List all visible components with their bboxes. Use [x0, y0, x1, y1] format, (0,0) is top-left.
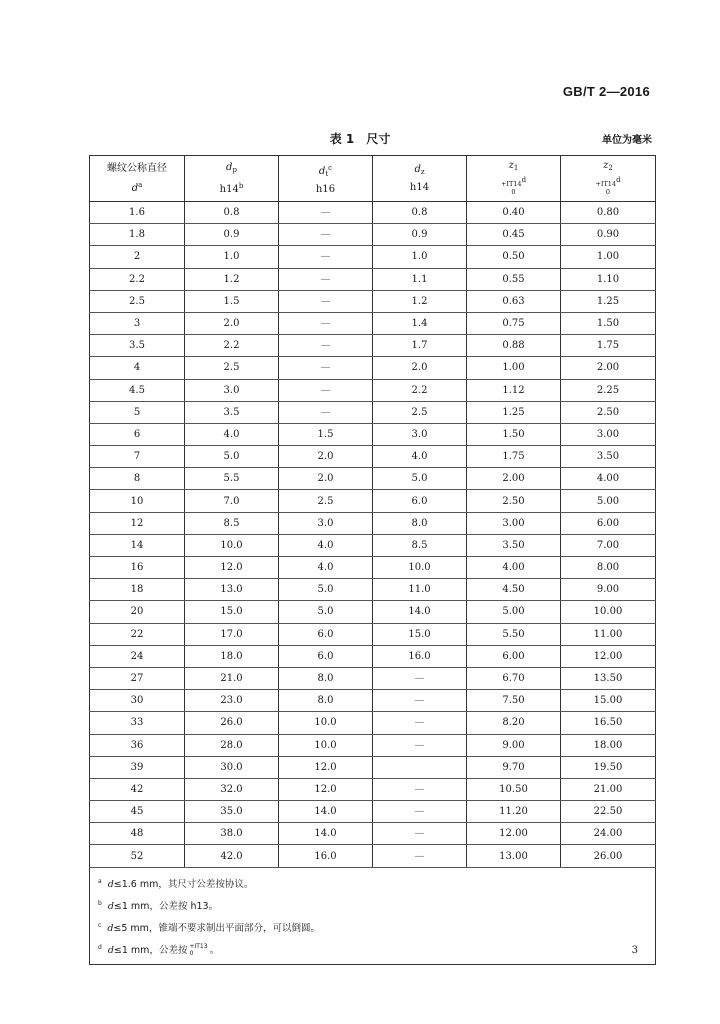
table-header [90, 156, 656, 202]
table-cell: 3.00 [561, 423, 656, 445]
table-cell: 4.0 [279, 534, 373, 556]
table-cell: 8.0 [279, 667, 373, 689]
table-cell: 42.0 [185, 845, 279, 867]
footnote [98, 916, 647, 938]
table-cell: 13.50 [561, 667, 656, 689]
table-cell: 10.0 [373, 557, 467, 579]
table-cell: 1.00 [561, 246, 656, 268]
footnote-symbol: d [107, 878, 114, 890]
footnote [98, 894, 647, 916]
column-tolerance-class: h14 [409, 181, 430, 193]
table-cell: 12.0 [279, 756, 373, 778]
table-cell: 1.25 [467, 401, 561, 423]
table-cell: 9.00 [467, 734, 561, 756]
column-symbol-letter: d [226, 161, 233, 173]
table-row [90, 423, 656, 445]
footnote-text: ≤1 mm，公差按 h13。 [113, 900, 219, 912]
dimensions-table [89, 155, 656, 965]
table-row [90, 534, 656, 556]
table-cell: 1.2 [185, 268, 279, 290]
table-cell: 2.00 [561, 357, 656, 379]
table-cell: 30 [90, 690, 185, 712]
table-cell: 1.6 [90, 202, 185, 224]
column-header [90, 156, 185, 202]
table-cell: 4.0 [279, 557, 373, 579]
table-cell: 1.7 [373, 335, 467, 357]
table-cell: 23.0 [185, 690, 279, 712]
column-symbol [603, 160, 613, 171]
table-cell: 2.0 [373, 357, 467, 379]
table-cell: 16.0 [373, 645, 467, 667]
table-cell: 2.00 [467, 468, 561, 490]
footnote-symbol: d [107, 922, 114, 934]
table-row [90, 601, 656, 623]
table-cell: 3.5 [185, 401, 279, 423]
table-row [90, 756, 656, 778]
table-cell: 0.8 [185, 202, 279, 224]
table-cell: 12 [90, 512, 185, 534]
table-cell: 1.5 [279, 423, 373, 445]
column-symbol-subscript: z [420, 167, 425, 176]
table-cell: 52 [90, 845, 185, 867]
table-row [90, 401, 656, 423]
table-row [90, 845, 656, 867]
table-cell: 4.5 [90, 379, 185, 401]
table-cell: 8.5 [373, 534, 467, 556]
column-tolerance-lower: 0 [511, 187, 516, 196]
footnote-mark: c [98, 921, 102, 929]
table-row [90, 823, 656, 845]
table-cell: 12.00 [467, 823, 561, 845]
table-cell: 0.9 [185, 224, 279, 246]
table-cell: 28.0 [185, 734, 279, 756]
table-cell: 15.00 [561, 690, 656, 712]
table-cell: 12.0 [185, 557, 279, 579]
table-cell: 12.0 [279, 778, 373, 800]
table-cell: 5.0 [279, 601, 373, 623]
footnote-text: ≤5 mm，锥端不要求制出平面部分，可以倒圆。 [113, 922, 320, 934]
table-cell: 5.0 [185, 446, 279, 468]
column-symbol-letter: z [508, 159, 514, 171]
table-cell: 17.0 [185, 623, 279, 645]
column-symbol [131, 180, 143, 194]
column-symbol-subscript: 2 [608, 163, 613, 172]
table-cell: 8.0 [373, 512, 467, 534]
table-cell: 7.50 [467, 690, 561, 712]
table-cell: 2.25 [561, 379, 656, 401]
column-header [561, 156, 656, 202]
table-cell: 6.00 [561, 512, 656, 534]
footnote [98, 938, 647, 960]
table-cell: 15.0 [373, 623, 467, 645]
column-symbol-superscript: a [138, 180, 143, 189]
table-cell: 1.50 [467, 423, 561, 445]
table-cell: 5.00 [467, 601, 561, 623]
footnote-symbol: d [107, 900, 114, 912]
table-cell: 2.2 [90, 268, 185, 290]
column-tolerance-upper [501, 176, 526, 188]
table-cell: 9.70 [467, 756, 561, 778]
table-cell: 0.80 [561, 202, 656, 224]
column-tolerance-superscript: d [616, 175, 621, 184]
table-notes [90, 867, 656, 964]
table-cell: 24 [90, 645, 185, 667]
table-cell: 18 [90, 579, 185, 601]
footnote-tolerance-lower: 0 [189, 950, 194, 958]
table-cell: 14.0 [279, 801, 373, 823]
table-row [90, 712, 656, 734]
table-cell: 1.1 [373, 268, 467, 290]
table-row [90, 290, 656, 312]
table-cell: 9.00 [561, 579, 656, 601]
table-cell: 1.2 [373, 290, 467, 312]
table-row [90, 579, 656, 601]
table-cell: 6.0 [373, 490, 467, 512]
table-cell: — [373, 667, 467, 689]
table-cell: 1.0 [185, 246, 279, 268]
footnote-mark: b [98, 899, 102, 907]
table-cell: — [373, 845, 467, 867]
table-row [90, 734, 656, 756]
table-cell: 10.50 [467, 778, 561, 800]
table-cell: 18.0 [185, 645, 279, 667]
table-row [90, 557, 656, 579]
table-cell: 3.5 [90, 335, 185, 357]
notes-cell [90, 867, 656, 964]
column-symbol [318, 163, 333, 178]
table-cell: 4.00 [561, 468, 656, 490]
column-symbol-letter: d [414, 163, 421, 175]
table-cell: 2.5 [279, 490, 373, 512]
table-row [90, 357, 656, 379]
table-cell: 0.45 [467, 224, 561, 246]
footnote-tolerance-upper: +IT13 [189, 943, 208, 951]
table-cell: — [373, 712, 467, 734]
table-cell: 11.20 [467, 801, 561, 823]
table-cell: 14.0 [373, 601, 467, 623]
table-cell: 0.8 [373, 202, 467, 224]
table-cell: 0.55 [467, 268, 561, 290]
table-body [90, 202, 656, 868]
table-cell: 7 [90, 446, 185, 468]
column-header [373, 156, 467, 202]
column-symbol-letter: z [603, 159, 609, 171]
table-cell: 42 [90, 778, 185, 800]
column-tolerance-lower: 0 [605, 187, 611, 196]
table-cell: 20 [90, 601, 185, 623]
table-row [90, 335, 656, 357]
table-cell: 10.0 [185, 534, 279, 556]
footnote-mark: a [98, 877, 102, 885]
table-cell: 1.12 [467, 379, 561, 401]
table-cell: 3.0 [373, 423, 467, 445]
table-cell: 8.5 [185, 512, 279, 534]
column-header [185, 156, 279, 202]
column-tolerance-superscript: b [238, 181, 244, 190]
table-cell: 26.00 [561, 845, 656, 867]
table-cell: 11.00 [561, 623, 656, 645]
footnote-text: ≤1.6 mm，其尺寸公差按协议。 [113, 878, 254, 890]
table-cell: 0.63 [467, 290, 561, 312]
column-symbol-subscript: t [325, 169, 329, 178]
standard-code: GB/T 2—2016 [562, 84, 650, 99]
table-cell: 4.0 [373, 446, 467, 468]
table-cell: 10.0 [279, 734, 373, 756]
table-cell: — [279, 312, 373, 334]
table-cell: 1.5 [185, 290, 279, 312]
table-cell: 5.5 [185, 468, 279, 490]
table-cell: 6.0 [279, 623, 373, 645]
table-cell: — [279, 268, 373, 290]
table-cell: 12.00 [561, 645, 656, 667]
table-cell: 1.00 [467, 357, 561, 379]
table-cell: 2.2 [185, 335, 279, 357]
column-tolerance-upper [595, 176, 620, 188]
table-cell: 18.00 [561, 734, 656, 756]
table-row [90, 512, 656, 534]
table-cell: 10 [90, 490, 185, 512]
table-cell: 3.0 [279, 512, 373, 534]
table-cell: 1.8 [90, 224, 185, 246]
column-header [467, 156, 561, 202]
table-cell: 2.5 [90, 290, 185, 312]
table-row [90, 312, 656, 334]
column-tolerance-class: h16 [315, 183, 336, 195]
column-header-label: 螺纹公称直径 [107, 162, 167, 174]
table-cell: 6.70 [467, 667, 561, 689]
table-cell: 39 [90, 756, 185, 778]
footnote-mark: d [98, 943, 102, 951]
table-cell: 13.0 [185, 579, 279, 601]
table-row [90, 446, 656, 468]
table-cell: 2.2 [373, 379, 467, 401]
table-cell: 14 [90, 534, 185, 556]
table-cell: — [279, 357, 373, 379]
footnote-tolerance [189, 943, 207, 957]
table-cell: 2.0 [279, 446, 373, 468]
footnote-symbol: d [107, 944, 114, 956]
table-cell: — [279, 290, 373, 312]
table-cell: 1.75 [467, 446, 561, 468]
table-cell: 1.4 [373, 312, 467, 334]
table-cell: 3.50 [467, 534, 561, 556]
column-tolerance [501, 176, 526, 196]
table-cell: 0.40 [467, 202, 561, 224]
table-cell: 48 [90, 823, 185, 845]
table-title: 表 1 尺寸 [329, 132, 391, 146]
table-cell: 3.50 [561, 446, 656, 468]
table-cell: 2 [90, 246, 185, 268]
table-cell: 27 [90, 667, 185, 689]
column-symbol-subscript: p [232, 165, 237, 174]
table-cell: 16 [90, 557, 185, 579]
unit-note: 单位为毫米 [602, 135, 652, 146]
table-row [90, 202, 656, 224]
table-row [90, 667, 656, 689]
column-header [279, 156, 373, 202]
table-cell: 22 [90, 623, 185, 645]
table-cell: 36 [90, 734, 185, 756]
table-cell: 2.0 [279, 468, 373, 490]
table-cell: — [373, 734, 467, 756]
table-cell: 10.0 [279, 712, 373, 734]
table-row [90, 268, 656, 290]
table-cell: 2.50 [467, 490, 561, 512]
table-row [90, 246, 656, 268]
column-symbol [226, 162, 237, 173]
column-symbol-subscript: 1 [513, 163, 519, 172]
table-cell: — [373, 801, 467, 823]
table-cell: 1.0 [373, 246, 467, 268]
table-cell: 6 [90, 423, 185, 445]
table-cell: 3.00 [467, 512, 561, 534]
table-cell: 2.0 [185, 312, 279, 334]
table-cell: 1.10 [561, 268, 656, 290]
table-cell: 0.50 [467, 246, 561, 268]
table-cell: 8 [90, 468, 185, 490]
table-cell: 10.00 [561, 601, 656, 623]
table-cell [373, 756, 467, 778]
footnote-tail: 。 [209, 944, 220, 956]
table-cell: 19.50 [561, 756, 656, 778]
table-cell: — [373, 690, 467, 712]
table-cell: 2.5 [185, 357, 279, 379]
table-cell: 0.90 [561, 224, 656, 246]
table-cell: — [279, 379, 373, 401]
table-cell: — [279, 224, 373, 246]
table-cell: 1.75 [561, 335, 656, 357]
column-symbol [414, 164, 424, 175]
table-cell: 3.0 [185, 379, 279, 401]
table-cell: 33 [90, 712, 185, 734]
footnote [98, 872, 647, 894]
table-cell: — [279, 335, 373, 357]
table-cell: 11.0 [373, 579, 467, 601]
table-cell: 38.0 [185, 823, 279, 845]
table-cell: 0.88 [467, 335, 561, 357]
column-tolerance-upper-text: +IT14 [500, 179, 522, 188]
table-cell: 13.00 [467, 845, 561, 867]
table-cell: 2.5 [373, 401, 467, 423]
table-row [90, 490, 656, 512]
table-row [90, 645, 656, 667]
table-cell: 35.0 [185, 801, 279, 823]
table-cell: 24.00 [561, 823, 656, 845]
table-cell: 6.00 [467, 645, 561, 667]
table-cell: 4.00 [467, 557, 561, 579]
table-cell: 6.0 [279, 645, 373, 667]
column-tolerance [595, 176, 620, 196]
column-symbol-letter: d [318, 165, 326, 177]
column-tolerance-class: h14 [219, 183, 239, 195]
table-cell: 21.0 [185, 667, 279, 689]
table-cell: 5.00 [561, 490, 656, 512]
column-symbol-superscript: c [328, 163, 333, 172]
table-cell: 26.0 [185, 712, 279, 734]
table-cell: 8.00 [561, 557, 656, 579]
table-cell: 5.50 [467, 623, 561, 645]
table-cell: 1.50 [561, 312, 656, 334]
table-row [90, 379, 656, 401]
table-cell: 30.0 [185, 756, 279, 778]
table-cell: 8.20 [467, 712, 561, 734]
table-cell: 21.00 [561, 778, 656, 800]
table-cell: 4 [90, 357, 185, 379]
table-cell: — [279, 401, 373, 423]
table-cell: 7.0 [185, 490, 279, 512]
table-cell: 22.50 [561, 801, 656, 823]
table-cell: 15.0 [185, 601, 279, 623]
table-row [90, 778, 656, 800]
table-cell: 5.0 [373, 468, 467, 490]
table-cell: 4.50 [467, 579, 561, 601]
table-cell: 32.0 [185, 778, 279, 800]
table-cell: 5 [90, 401, 185, 423]
table-cell: 4.0 [185, 423, 279, 445]
column-tolerance-superscript: d [521, 175, 527, 184]
table-cell: 0.75 [467, 312, 561, 334]
table-cell: 5.0 [279, 579, 373, 601]
table-cell: 45 [90, 801, 185, 823]
table-cell: 1.25 [561, 290, 656, 312]
table-row [90, 690, 656, 712]
table-row [90, 623, 656, 645]
table-row [90, 801, 656, 823]
table-cell: 3 [90, 312, 185, 334]
table-cell: — [279, 246, 373, 268]
page-number: 3 [631, 945, 638, 956]
table-row [90, 224, 656, 246]
table-cell: 2.50 [561, 401, 656, 423]
column-symbol-letter: d [131, 182, 139, 194]
table-cell: 16.50 [561, 712, 656, 734]
table-cell: 8.0 [279, 690, 373, 712]
column-symbol [509, 160, 519, 171]
footnote-text: ≤1 mm，公差按 [113, 944, 188, 956]
table-cell: 16.0 [279, 845, 373, 867]
table-cell: — [279, 202, 373, 224]
table-cell: — [373, 778, 467, 800]
column-tolerance-upper-text: +IT14 [595, 179, 617, 188]
table-cell: — [373, 823, 467, 845]
table-cell: 0.9 [373, 224, 467, 246]
table-cell: 7.00 [561, 534, 656, 556]
table-row [90, 468, 656, 490]
table-cell: 14.0 [279, 823, 373, 845]
